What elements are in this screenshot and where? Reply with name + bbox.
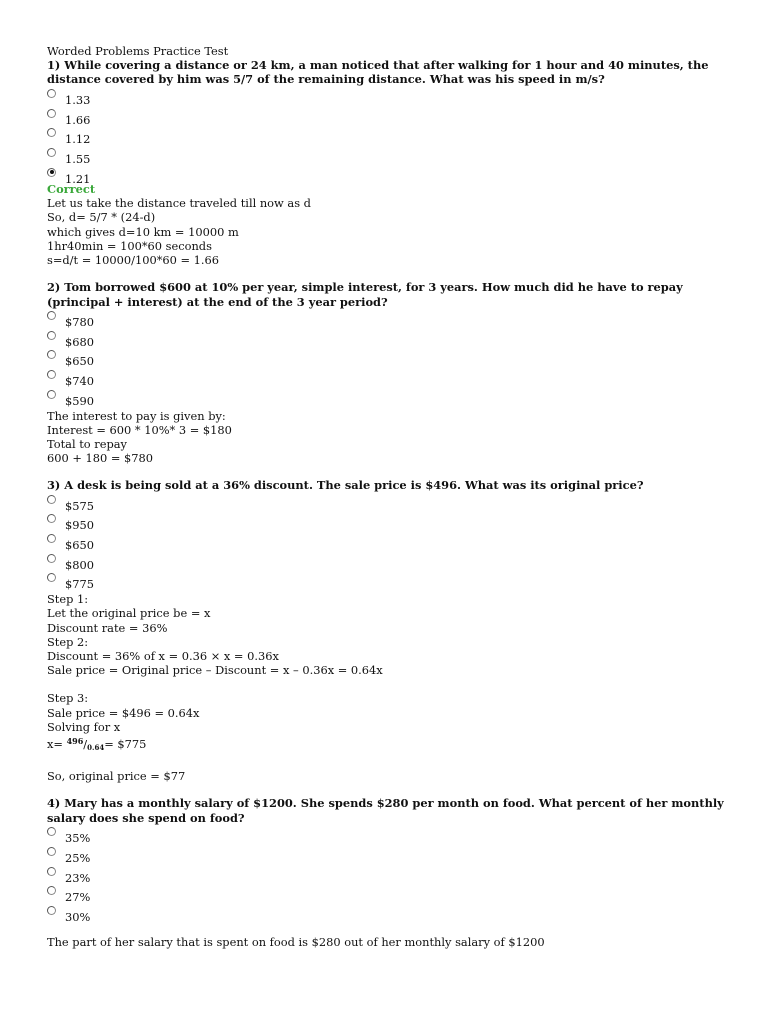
radio-button-selected[interactable] (47, 168, 56, 177)
radio-button[interactable] (47, 867, 56, 876)
formula-prefix: x= (47, 737, 63, 751)
option-label: 1.12 (65, 132, 91, 147)
question-1 (47, 58, 727, 267)
explanation-line: The part of her salary that is spent on food is $280 out of her monthly salary of $1200 (47, 934, 545, 949)
explanation-line: Solving for x (47, 719, 121, 734)
option-label: $780 (65, 315, 94, 330)
answer-options (47, 88, 727, 186)
answer-option[interactable] (47, 330, 727, 350)
explanation-line: Let the original price be = x (47, 606, 211, 621)
question-text: 4) Mary has a monthly salary of $1200. She spends $280 per month on food. What percent of her monthly salary does she spend on food? (47, 796, 724, 825)
explanation-line: Sale price = Original price – Discount = x – 0.36x = 0.64x (47, 663, 383, 678)
radio-button[interactable] (47, 350, 56, 359)
radio-button[interactable] (47, 906, 56, 915)
option-label: $740 (65, 374, 94, 389)
radio-button[interactable] (47, 148, 56, 157)
answer-option[interactable] (47, 88, 727, 108)
radio-button[interactable] (47, 847, 56, 856)
question-3 (47, 478, 727, 783)
fraction-denominator: 0.64 (87, 743, 105, 752)
answer-option[interactable] (47, 108, 727, 128)
radio-button[interactable] (47, 514, 56, 523)
formula-result: = $775 (104, 737, 147, 751)
explanation-line: Interest = 600 * 10%* 3 = $180 (47, 422, 232, 437)
question-2 (47, 280, 727, 465)
option-label: 27% (65, 890, 91, 905)
answer-options (47, 310, 727, 408)
answer-option[interactable] (47, 826, 727, 846)
explanation-line: So, d= 5/7 * (24-d) (47, 210, 156, 225)
option-label: 23% (65, 870, 91, 885)
explanation-line: 1hr40min = 100*60 seconds (47, 238, 212, 253)
option-label: 1.66 (65, 112, 91, 127)
radio-button[interactable] (47, 370, 56, 379)
answer-option[interactable] (47, 389, 727, 409)
spacer (47, 677, 727, 691)
explanation-line: 600 + 180 = $780 (47, 451, 154, 466)
radio-button[interactable] (47, 534, 56, 543)
option-label: $650 (65, 538, 94, 553)
question-4 (47, 796, 727, 948)
answer-option[interactable] (47, 369, 727, 389)
radio-button[interactable] (47, 827, 56, 836)
radio-button[interactable] (47, 311, 56, 320)
radio-button[interactable] (47, 109, 56, 118)
answer-option[interactable] (47, 572, 727, 592)
explanation-line: Discount = 36% of x = 0.36 × x = 0.36x (47, 648, 279, 663)
explanation (47, 196, 727, 267)
answer-option[interactable] (47, 513, 727, 533)
spacer (47, 755, 727, 769)
radio-button[interactable] (47, 390, 56, 399)
answer-option[interactable] (47, 349, 727, 369)
option-label: $680 (65, 334, 94, 349)
option-label: 25% (65, 850, 91, 865)
answer-option[interactable] (47, 494, 727, 514)
question-text: 1) While covering a distance or 24 km, a man noticed that after walking for 1 hour and 40 minutes, the distance covered by him was 5/7 of the remaining distance. What was his speed in m/s? (47, 58, 709, 87)
radio-button[interactable] (47, 331, 56, 340)
radio-button[interactable] (47, 573, 56, 582)
spacer (47, 925, 727, 935)
option-label: 30% (65, 909, 91, 924)
conclusion-line: So, original price = $77 (47, 769, 186, 784)
option-label: $650 (65, 354, 94, 369)
answer-option[interactable] (47, 127, 727, 147)
answer-option[interactable] (47, 905, 727, 925)
explanation-line: which gives d=10 km = 10000 m (47, 224, 239, 239)
option-label: 1.21 (65, 171, 91, 186)
explanation-line: s=d/t = 10000/100*60 = 1.66 (47, 253, 220, 268)
document-title: Worded Problems Practice Test (47, 44, 229, 58)
option-label: $800 (65, 557, 94, 572)
question-text: 2) Tom borrowed $600 at 10% per year, simple interest, for 3 years. How much did he have to repay (principal + interest) at the end of the 3 year period? (47, 280, 683, 309)
answer-option[interactable] (47, 533, 727, 553)
option-label: 35% (65, 831, 91, 846)
explanation-line: Total to repay (47, 436, 127, 451)
radio-button[interactable] (47, 495, 56, 504)
answer-option[interactable] (47, 147, 727, 167)
option-label: $775 (65, 577, 94, 592)
answer-options (47, 494, 727, 592)
answer-option[interactable] (47, 846, 727, 866)
answer-option[interactable] (47, 866, 727, 886)
correct-verdict: Correct (47, 182, 96, 197)
radio-button[interactable] (47, 886, 56, 895)
answer-option[interactable] (47, 310, 727, 330)
explanation-line: Step 3: (47, 691, 89, 706)
explanation-line: Discount rate = 36% (47, 620, 168, 635)
explanation-line: Step 2: (47, 634, 89, 649)
formula-line: x= $^{496}$/0.64= $775 (47, 736, 147, 752)
explanation-line: The interest to pay is given by: (47, 408, 226, 423)
answer-option[interactable] (47, 553, 727, 573)
option-label: $590 (65, 393, 94, 408)
radio-button[interactable] (47, 554, 56, 563)
answer-options (47, 826, 727, 924)
answer-option[interactable] (47, 885, 727, 905)
option-label: 1.55 (65, 151, 91, 166)
explanation (47, 592, 727, 783)
radio-button[interactable] (47, 128, 56, 137)
explanation (47, 409, 727, 466)
explanation-line: Sale price = $496 = 0.64x (47, 705, 200, 720)
option-label: $575 (65, 498, 94, 513)
fraction-numerator: 496 (66, 736, 84, 746)
option-label: 1.33 (65, 92, 91, 107)
question-text: 3) A desk is being sold at a 36% discount. The sale price is $496. What was its original price? (47, 478, 644, 493)
explanation-line: Step 1: (47, 592, 89, 607)
document-page (47, 44, 727, 962)
option-label: $950 (65, 518, 94, 533)
explanation-line: Let us take the distance traveled till now as d (47, 196, 311, 211)
explanation (47, 935, 727, 949)
radio-button[interactable] (47, 89, 56, 98)
